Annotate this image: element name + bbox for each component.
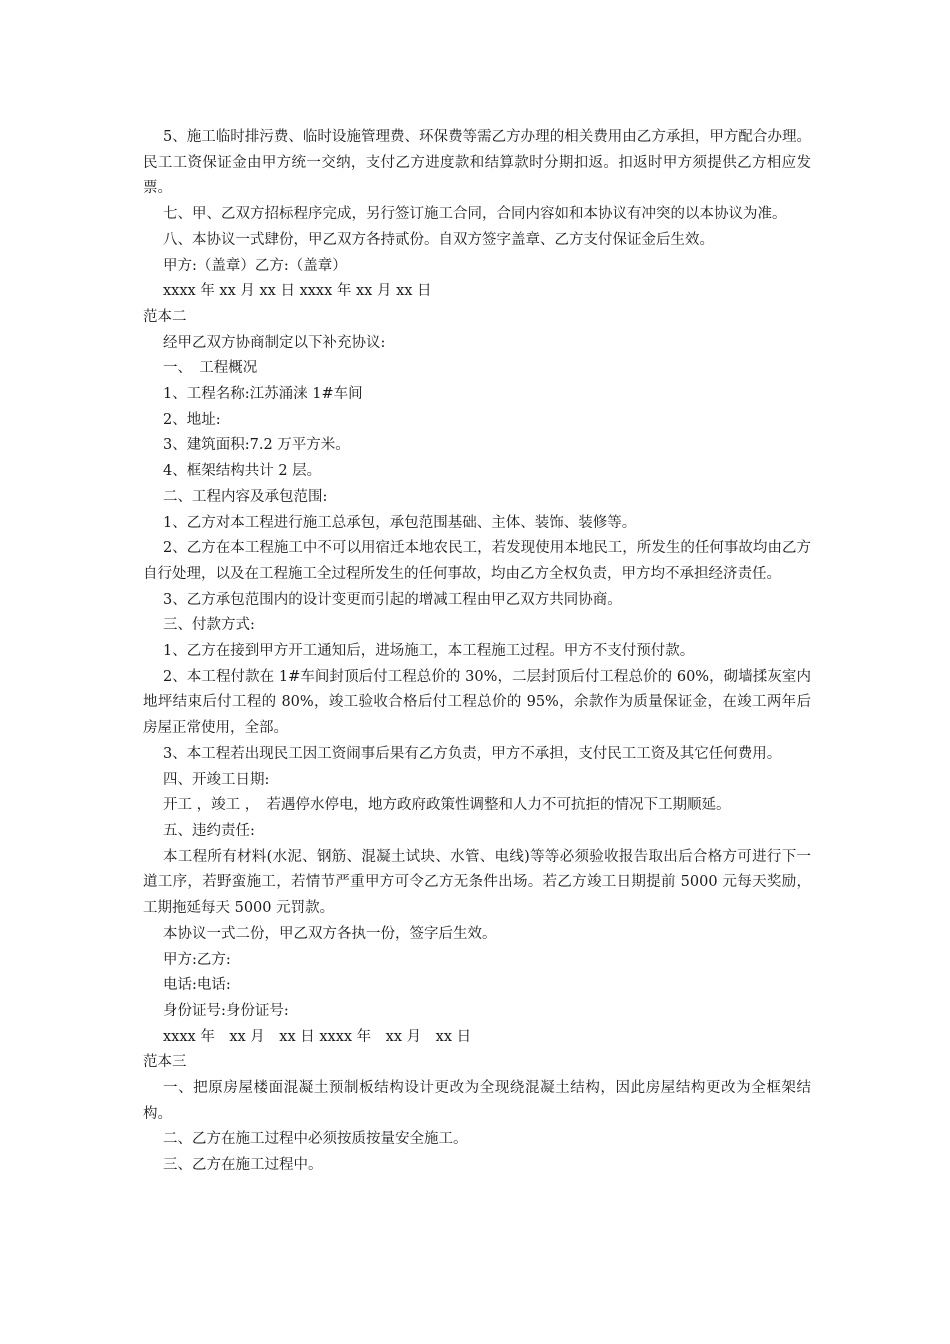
- paragraph-clause-7-contract: 七、甲、乙双方招标程序完成，另行签订施工合同，合同内容如和本协议有冲突的以本协议为准。: [163, 206, 787, 223]
- signature-line-id: 身份证号:身份证号:: [163, 1002, 289, 1019]
- paragraph-area: 3、建筑面积:7.2 万平方米。: [163, 437, 350, 454]
- section-heading-template-2: 范本二: [143, 308, 187, 325]
- signature-line-parties: 甲方:乙方:: [163, 951, 231, 968]
- paragraph-payment-2: 2、本工程付款在 1#车间封顶后付工程总价的 30%，二层封顶后付工程总价的 60%，砌墙揉灰室内地坪结束后付工程的 80%，竣工验收合格后付工程总价的 95%，余款作为质量保证金，在竣工两年后房屋正常使用，全部。: [143, 668, 811, 737]
- paragraph-scope-3: 3、乙方承包范围内的设计变更而引起的增减工程由甲乙双方共同协商。: [163, 591, 622, 608]
- paragraph-intro: 经甲乙双方协商制定以下补充协议:: [163, 334, 386, 351]
- paragraph-schedule: 开工 ，竣工 ， 若遇停水停电，地方政府政策性调整和人力不可抗拒的情况下工期顺延。: [163, 797, 731, 814]
- paragraph-scope-1: 1、乙方对本工程进行施工总承包，承包范围基础、主体、装饰、装修等。: [163, 514, 637, 531]
- signature-line-seal: 甲方:（盖章）乙方:（盖章）: [163, 257, 347, 274]
- paragraph-project-name: 1、工程名称:江苏涌涞 1#车间: [163, 386, 363, 403]
- document-body: [143, 125, 811, 1179]
- paragraph-clause-5-fees: 5、施工临时排污费、临时设施管理费、环保费等需乙方办理的相关费用由乙方承担，甲方配合办理。民工工资保证金由甲方统一交纳，支付乙方进度款和结算款时分期扣返。扣返时甲方须提供乙方相应发票。: [143, 129, 811, 197]
- paragraph-payment-heading: 三、付款方式:: [163, 617, 255, 634]
- paragraph-liability-heading: 五、违约责任:: [163, 822, 255, 839]
- signature-line-phone: 电话:电话:: [163, 977, 231, 994]
- paragraph-payment-3: 3、本工程若出现民工因工资闹事后果有乙方负责，甲方不承担，支付民工工资及其它任何费用。: [163, 745, 782, 762]
- paragraph-scope-heading: 二、工程内容及承包范围:: [163, 488, 328, 505]
- paragraph-t3-clause-3: 三、乙方在施工过程中。: [163, 1157, 323, 1174]
- paragraph-schedule-heading: 四、开竣工日期:: [163, 771, 270, 788]
- section-heading-template-3: 范本三: [143, 1054, 187, 1071]
- paragraph-clause-8-copies: 八、本协议一式肆份，甲乙双方各持贰份。自双方签字盖章、乙方支付保证金后生效。: [163, 231, 714, 248]
- paragraph-copies: 本协议一式二份，甲乙双方各执一份，签字后生效。: [163, 925, 497, 942]
- paragraph-t3-clause-1: 一、把原房屋楼面混凝土预制板结构设计更改为全现绕混凝土结构，因此房屋结构更改为全框架结构。: [143, 1080, 811, 1122]
- paragraph-payment-1: 1、乙方在接到甲方开工通知后，进场施工，本工程施工过程。甲方不支付预付款。: [163, 643, 695, 660]
- date-line-2: xxxx 年 xx 月 xx 日 xxxx 年 xx 月 xx 日: [163, 1028, 472, 1045]
- paragraph-liability: 本工程所有材料(水泥、钢筋、混凝土试块、水管、电线)等等必须验收报告取出后合格方可进行下一道工序，若野蛮施工，若情节严重甲方可令乙方无条件出场。若乙方竣工日期提前 5000 元每天奖励，工期拖延每天 5000 元罚款。: [143, 848, 811, 917]
- paragraph-structure: 4、框架结构共计 2 层。: [163, 463, 322, 480]
- date-line: xxxx 年 xx 月 xx 日 xxxx 年 xx 月 xx 日: [163, 283, 432, 300]
- paragraph-t3-clause-2: 二、乙方在施工过程中必须按质按量安全施工。: [163, 1131, 468, 1148]
- paragraph-project-overview: 一、 工程概况: [163, 360, 258, 377]
- paragraph-scope-2: 2、乙方在本工程施工中不可以用宿迁本地农民工，若发现使用本地民工，所发生的任何事故均由乙方自行处理，以及在工程施工全过程所发生的任何事故，均由乙方全权负责，甲方均不承担经济责任。: [143, 540, 811, 582]
- paragraph-address: 2、地址:: [163, 411, 221, 428]
